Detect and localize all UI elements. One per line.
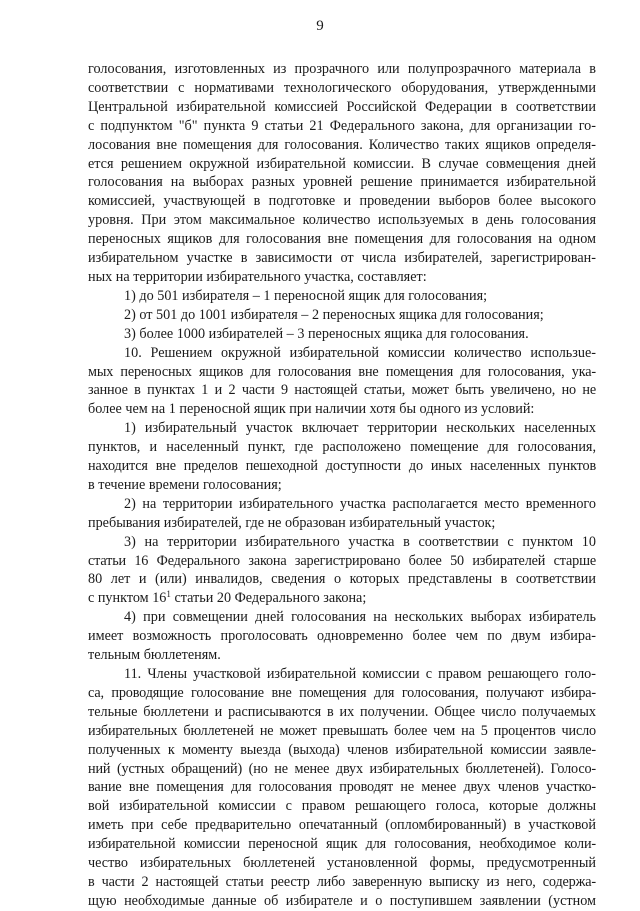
text-line: щую необходимые данные об избирателе и о поступившем заявлении (устном <box>88 892 596 909</box>
text-line: ных на территории избирательного участка, составляет: <box>88 268 427 285</box>
text-line: са, проводящие голосование вне помещения для голосования, получают избира- <box>88 684 596 701</box>
text-line: находится вне пределов пешеходной доступности до иных населенных пунктов <box>88 458 596 475</box>
text-line: чество избирательных бюллетеней установленной формы, предусмотренный <box>88 855 596 872</box>
superscript: 1 <box>166 589 171 600</box>
text-line: в части 2 настоящей статьи реестр либо заверенную выписку из него, содержа- <box>88 873 596 890</box>
text-run: с пунктом 16 <box>88 590 167 607</box>
text-run: статьи 20 Федерального закона; <box>170 590 367 607</box>
paragraph-11-start: 11. Члены участковой избирательной комиссии с правом решающего голо- <box>124 666 596 682</box>
body-text <box>88 60 596 911</box>
paragraph-10-start: 10. Решением окружной избирательной комиссии количество использue- <box>124 344 596 361</box>
text-line: соответствии с нормативами технологического оборудования, утвержденными <box>88 79 596 96</box>
text-line: избирательных бюллетеней не может превышать более чем на 5 процентов число <box>88 722 596 739</box>
text-line: избирательном участке в зависимости от числа избирателей, зарегистрирован- <box>88 250 596 267</box>
text-line: Центральной избирательной комиссией Российской Федерации в соответствии <box>88 98 596 115</box>
text-line: переносных ящиков для голосования вне помещения для голосования на одном <box>88 231 596 248</box>
text-line: статьи 16 Федерального закона зарегистрировано более 50 избирателей старше <box>88 552 596 569</box>
text-line: пунктов, и населенный пункт, где расположено помещение для голосования, <box>88 439 596 456</box>
condition-1: 1) избирательный участок включает территории нескольких населенных <box>124 420 596 437</box>
condition-2: 2) на территории избирательного участка располагается место временного <box>124 495 596 512</box>
text-line: пребывания избирателей, где не образован избирательный участок; <box>88 514 496 531</box>
text-line: лосования вне помещения для голосования. Количество таких ящиков определя- <box>88 136 596 153</box>
text-line: полученных к моменту выезда (выхода) членов избирательной комиссии заявле- <box>88 741 596 758</box>
condition-3: 3) на территории избирательного участка в соответствии с пунктом 10 <box>124 533 596 550</box>
text-line: уровня. При этом максимальное количество используемых в день голосования <box>88 212 596 229</box>
text-line: голосования на выборах разных уровней решение принимается избирательной <box>88 174 596 191</box>
text-line: вой избирательной комиссии с правом решающего голоса, которые должны <box>88 798 596 815</box>
list-item-1: 1) до 501 избирателя – 1 переносной ящик для голосования; <box>124 287 488 304</box>
text-line: тельные бюллетени и расписываются в их получении. Общее число получаемых <box>88 703 596 720</box>
text-line: вание вне помещения для голосования проводят не менее двух членов участко- <box>88 779 596 796</box>
text-line: тельным бюллетеням. <box>88 647 221 664</box>
list-item-2: 2) от 501 до 1001 избирателя – 2 переносных ящика для голосования; <box>124 306 544 323</box>
text-line: ется решением окружной избирательной комиссии. В случае совмещения дней <box>88 155 596 172</box>
text-line: с подпунктом "б" пункта 9 статьи 21 Федерального закона, для организации го- <box>88 117 596 134</box>
text-line: 80 лет и (или) инвалидов, сведения о которых представлены в соответствии <box>88 571 596 588</box>
text-line: занное в пунктах 1 и 2 части 9 настоящей статьи, может быть увеличено, но не <box>88 382 596 399</box>
text-line: ний (устных обращений) (но не менее двух избирательных бюллетеней). Голосо- <box>88 760 596 777</box>
text-line: голосования, изготовленных из прозрачного или полупрозрачного материала в <box>88 61 596 77</box>
page-number: 9 <box>316 18 324 34</box>
text-line: мых переносных ящиков для голосования вне помещения для голосования, ука- <box>88 363 596 380</box>
text-line: имеет возможность проголосовать одновременно более чем по двум избира- <box>88 628 596 645</box>
list-item-3: 3) более 1000 избирателей – 3 переносных ящика для голосования. <box>124 325 529 342</box>
condition-4: 4) при совмещении дней голосования на нескольких выборах избиратель <box>124 609 596 626</box>
text-line-with-superscript <box>88 589 596 608</box>
text-line: более чем на 1 переносной ящик при наличии хотя бы одного из условий: <box>88 401 535 418</box>
text-line: комиссией, участвующей в подготовке и проведении выборов более высокого <box>88 193 596 210</box>
text-line: в течение времени голосования; <box>88 476 282 493</box>
text-line: избирательной комиссии переносной ящик для голосования, необходимое коли- <box>88 836 596 853</box>
text-line: иметь при себе предварительно опечатанный (опломбированный) в участковой <box>88 817 596 834</box>
